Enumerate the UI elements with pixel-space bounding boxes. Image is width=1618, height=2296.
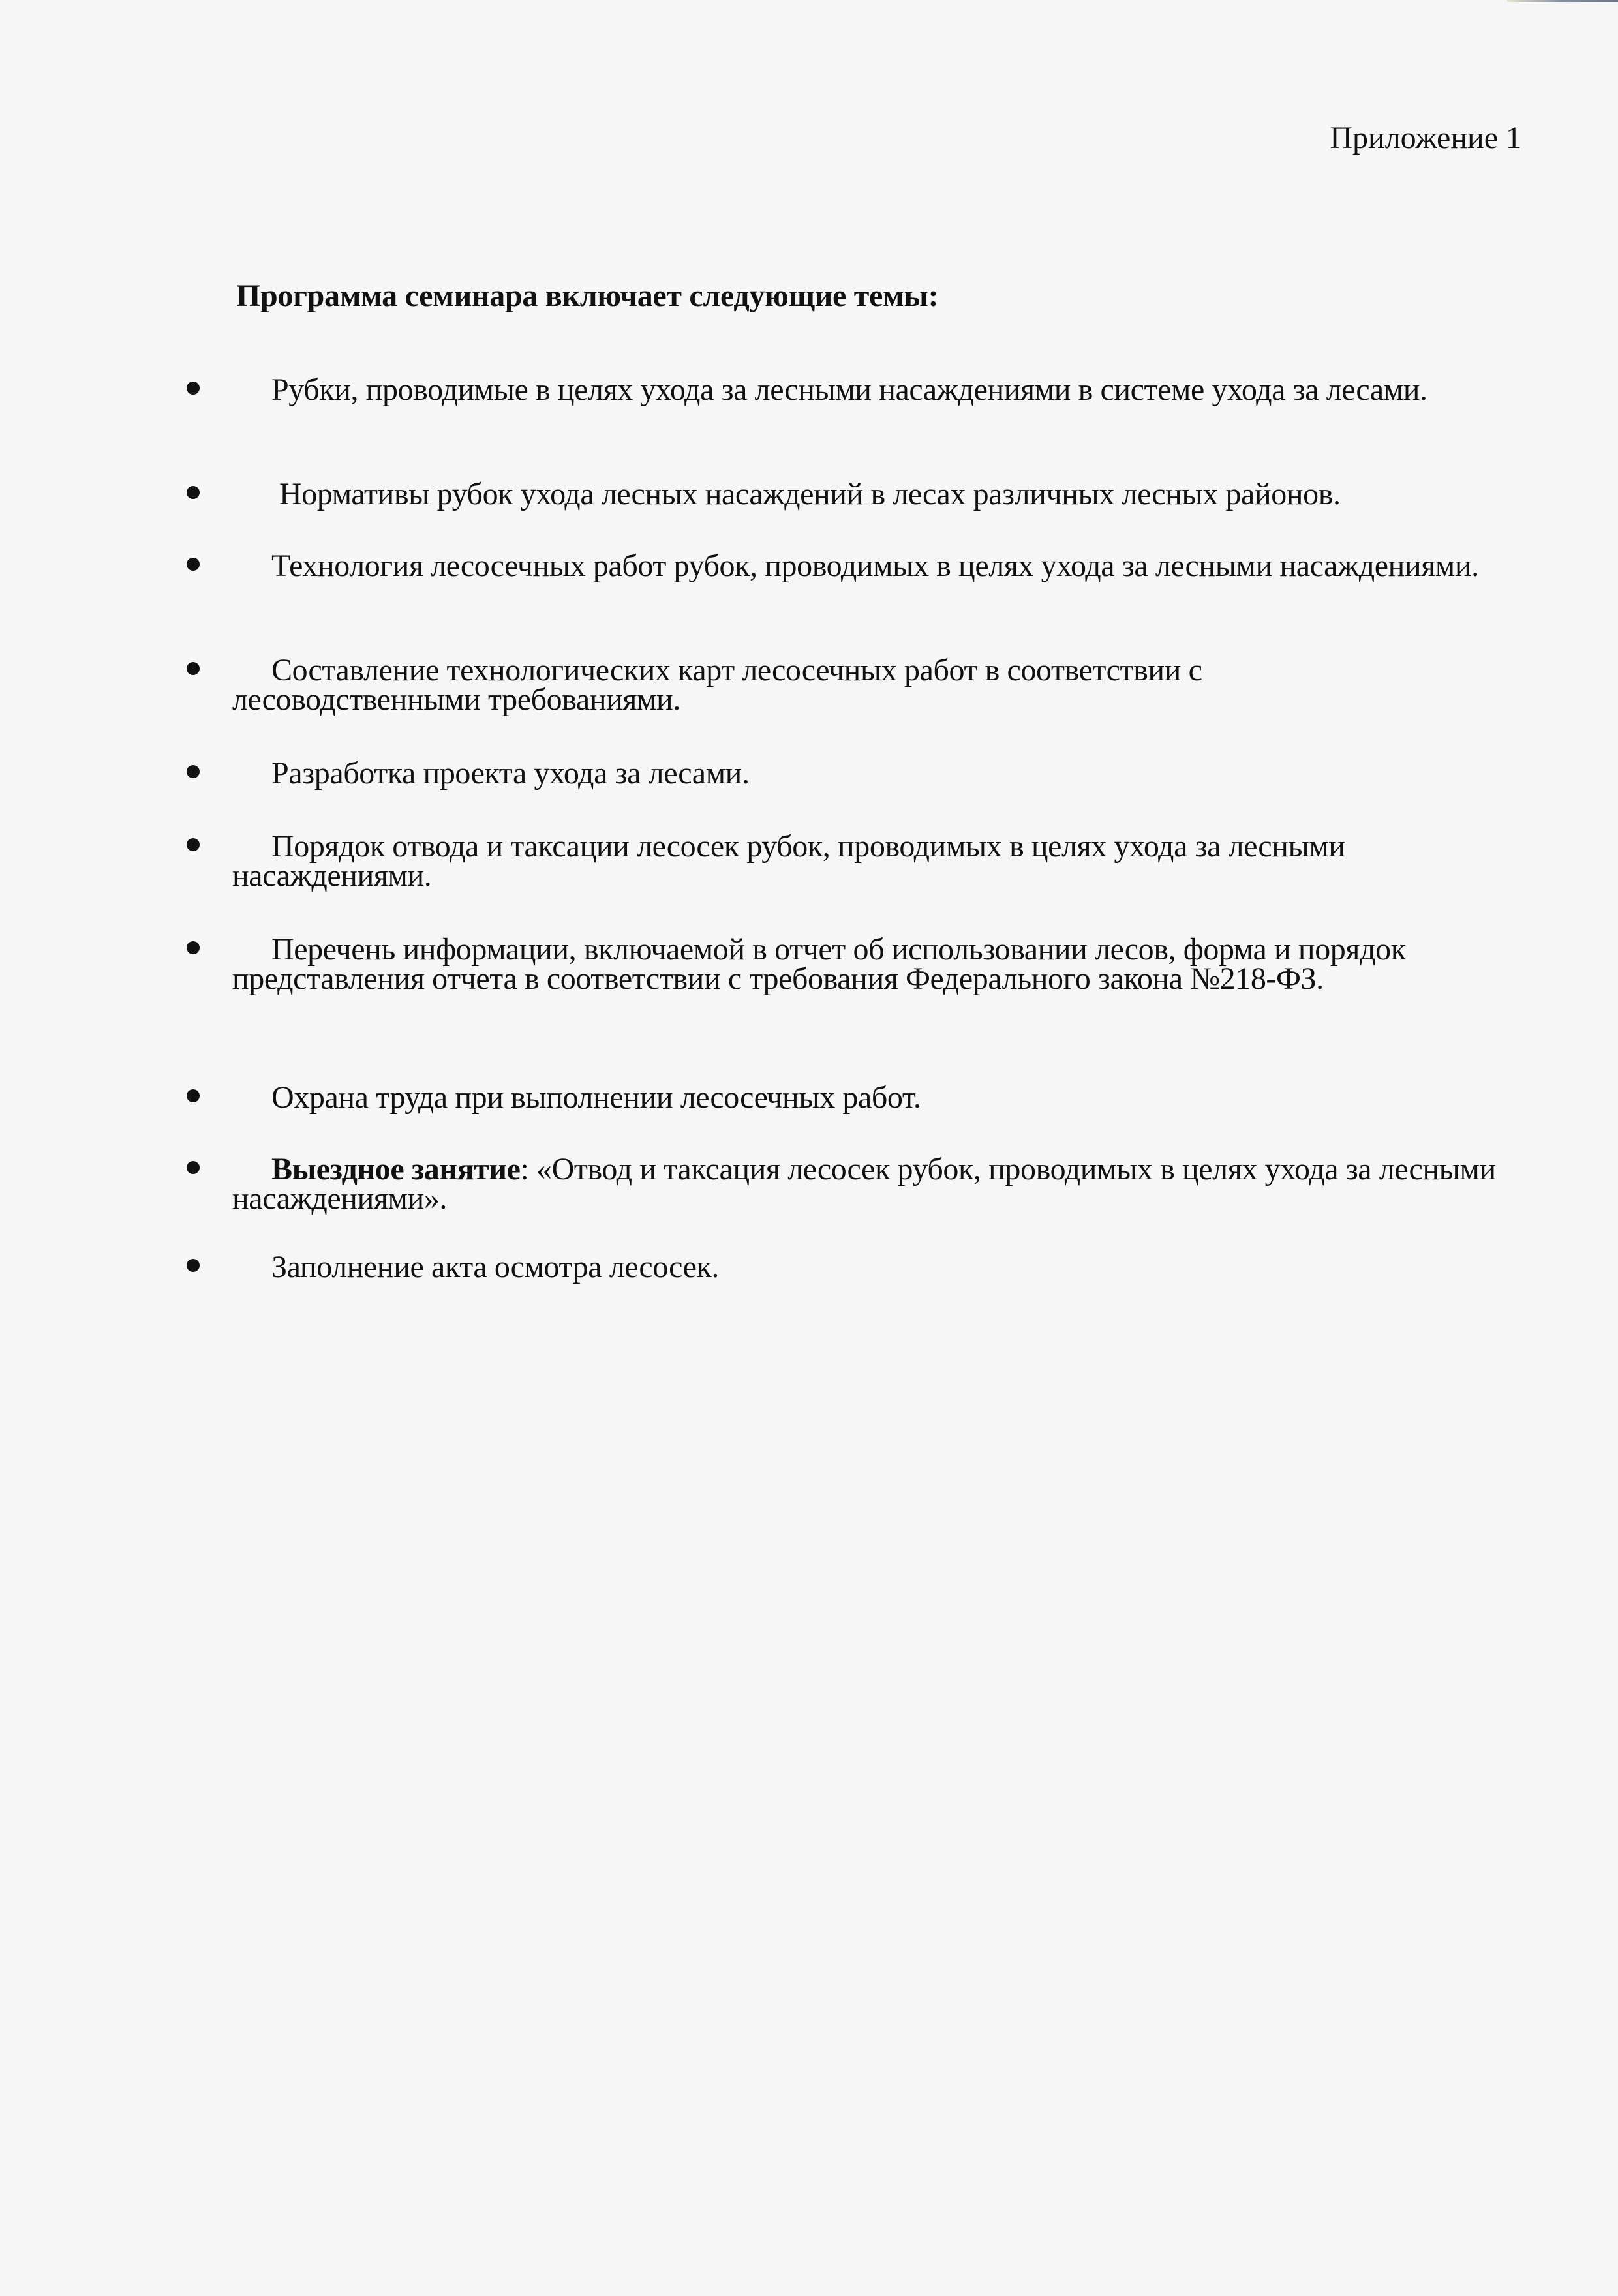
topic-text: Перечень информации, включаемой в отчет об использовании лесов, форма и порядок представления отчета в соответствии с требования Федерального закона №218-ФЗ.: [232, 932, 1406, 996]
bullet-icon: [187, 662, 200, 675]
bullet-icon: [187, 558, 200, 571]
bullet-icon: [187, 765, 200, 778]
topic-text: Разработка проекта ухода за лесами.: [271, 756, 750, 791]
topic-text: Составление технологических карт лесосечных работ в соответствии с лесоводственными требованиями.: [232, 653, 1202, 717]
topic-text: Нормативы рубок ухода лесных насаждений в лесах различных лесных районов.: [279, 477, 1341, 511]
field-session-label: Выездное занятие: [271, 1152, 521, 1186]
topic-text: [232, 1152, 1531, 1216]
field-session-text: : «Отвод и таксация лесосек рубок, проводимых в целях ухода за лесными насаждениями».: [232, 1152, 1496, 1216]
appendix-label: Приложение 1: [1330, 121, 1521, 155]
topic-text: Охрана труда при выполнении лесосечных работ.: [271, 1080, 921, 1115]
topic-text: Заполнение акта осмотра лесосек.: [271, 1250, 720, 1284]
bullet-icon: [187, 1089, 200, 1102]
scan-edge-artifact: [1507, 0, 1618, 2]
bullet-icon: [187, 941, 200, 954]
program-heading: Программа семинара включает следующие темы:: [236, 279, 939, 313]
topic-text: Порядок отвода и таксации лесосек рубок, проводимых в целях ухода за лесными насаждениями.: [232, 829, 1345, 893]
bullet-icon: [187, 382, 200, 395]
bullet-icon: [187, 486, 200, 499]
bullet-icon: [187, 1161, 200, 1174]
topic-text: Рубки, проводимые в целях ухода за лесными насаждениями в системе ухода за лесами.: [271, 372, 1427, 407]
bullet-icon: [187, 838, 200, 851]
topic-text: Технология лесосечных работ рубок, проводимых в целях ухода за лесными насаждениями.: [271, 549, 1479, 583]
bullet-icon: [187, 1259, 200, 1272]
